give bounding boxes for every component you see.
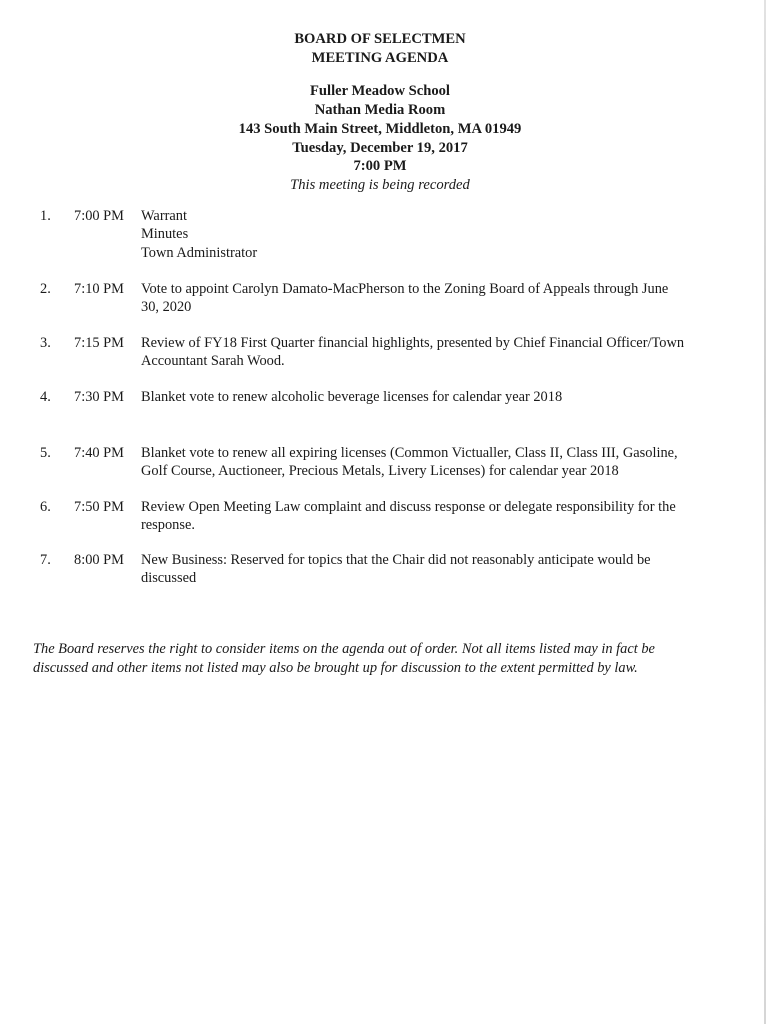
board-title: BOARD OF SELECTMEN — [294, 31, 466, 47]
disclaimer-line: The Board reserves the right to consider items on the agenda out of order. Not all items listed may in fact be — [33, 641, 655, 657]
agenda-header — [0, 30, 760, 195]
item-line: Town Administrator — [141, 244, 258, 261]
board-disclaimer — [33, 640, 723, 678]
item-line: Blanket vote to renew all expiring licenses (Common Victualler, Class II, Class III, Gasoline, — [141, 445, 678, 461]
item-time: 7:30 PM — [74, 389, 124, 405]
item-line: Golf Course, Auctioneer, Precious Metals, Livery Licenses) for calendar year 2018 — [141, 463, 619, 480]
item-number: 5. — [40, 445, 51, 461]
item-line: Review Open Meeting Law complaint and discuss response or delegate responsibility for the — [141, 499, 676, 515]
item-time: 7:15 PM — [74, 335, 124, 351]
item-line: Blanket vote to renew alcoholic beverage licenses for calendar year 2018 — [141, 389, 563, 405]
item-number: 7. — [40, 552, 51, 568]
recording-notice: This meeting is being recorded — [290, 176, 470, 193]
item-line: Review of FY18 First Quarter financial highlights, presented by Chief Financial Officer/Town — [141, 335, 685, 351]
item-time: 7:40 PM — [74, 445, 124, 461]
item-line: 30, 2020 — [141, 299, 192, 316]
item-line: response. — [141, 517, 195, 534]
item-description — [141, 388, 705, 406]
item-line: Vote to appoint Carolyn Damato-MacPherson to the Zoning Board of Appeals through June — [141, 281, 669, 297]
item-description — [141, 207, 705, 262]
item-description — [141, 444, 705, 481]
item-line: Minutes — [141, 226, 189, 243]
meeting-room: Nathan Media Room — [314, 102, 446, 119]
item-number: 4. — [40, 389, 51, 405]
meeting-time: 7:00 PM — [353, 158, 407, 175]
item-number: 2. — [40, 281, 51, 297]
item-time: 7:50 PM — [74, 499, 124, 515]
item-time: 7:10 PM — [74, 281, 124, 297]
item-description — [141, 280, 705, 317]
meeting-address: 143 South Main Street, Middleton, MA 01949 — [238, 120, 522, 137]
item-time: 7:00 PM — [74, 208, 124, 224]
agenda-title: MEETING AGENDA — [311, 49, 449, 66]
meeting-venue: Fuller Meadow School — [310, 83, 450, 100]
item-line: Accountant Sarah Wood. — [141, 353, 285, 370]
item-time: 8:00 PM — [74, 552, 124, 568]
item-description — [141, 551, 705, 588]
meeting-date: Tuesday, December 19, 2017 — [292, 139, 468, 156]
item-line: New Business: Reserved for topics that the Chair did not reasonably anticipate would be — [141, 552, 651, 568]
item-number: 3. — [40, 335, 51, 351]
item-number: 1. — [40, 208, 51, 224]
item-line: Warrant — [141, 208, 187, 224]
disclaimer-line: discussed and other items not listed may also be brought up for discussion to the extent permitted by law. — [33, 660, 638, 676]
item-line: discussed — [141, 570, 197, 587]
scan-edge-line — [764, 0, 766, 1024]
item-description — [141, 334, 705, 371]
item-description — [141, 498, 705, 535]
item-number: 6. — [40, 499, 51, 515]
